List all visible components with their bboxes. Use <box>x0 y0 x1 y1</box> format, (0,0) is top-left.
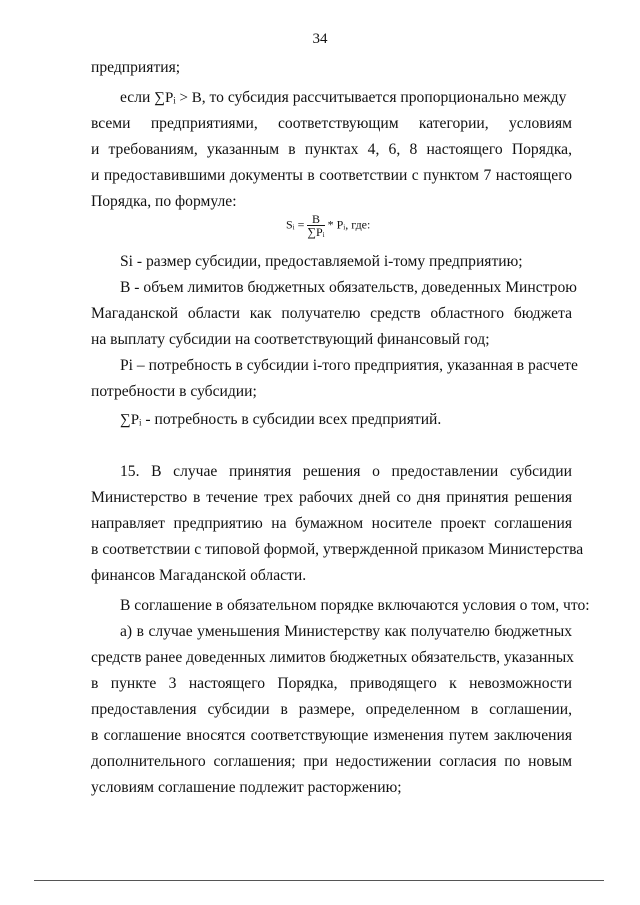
text-fragment: если <box>120 89 151 106</box>
text-line: в соглашение вносятся соответствующие изменения путем заключения <box>91 727 572 744</box>
text-line: средств ранее доведенных лимитов бюджетных обязательств, указанных <box>91 649 574 666</box>
text-line: направляет предприятию на бумажном носителе проект соглашения <box>91 515 572 532</box>
text-line: условиям соглашение подлежит расторжению; <box>91 779 402 796</box>
text-line <box>120 410 572 430</box>
formula-numerator: B <box>307 213 324 226</box>
formula-rhs: * Pᵢ, где: <box>327 217 371 232</box>
text-line: а) в случае уменьшения Министерству как получателю бюджетных <box>120 623 572 640</box>
text-line: Магаданской области как получателю средств областного бюджета <box>91 305 572 322</box>
text-line: B - объем лимитов бюджетных обязательств, доведенных Минстрою <box>120 279 577 296</box>
page-number: 34 <box>312 31 328 47</box>
text-line: 15. В случае принятия решения о предоставлении субсидии <box>120 463 572 480</box>
text-line: и предоставившими документы в соответствии с пунктом 7 настоящего <box>91 167 572 184</box>
sum-condition-formula: ∑Pᵢ > B <box>154 90 202 106</box>
text-line: потребности в субсидии; <box>91 383 257 400</box>
text-line: Pi – потребность в субсидии i-того предприятия, указанная в расчете <box>120 357 578 374</box>
subsidy-formula <box>286 213 370 238</box>
text-line: всеми предприятиями, соответствующим категории, условиям <box>91 115 572 132</box>
text-line: предприятия; <box>91 59 181 76</box>
sum-formula: ∑Pᵢ <box>120 412 142 428</box>
text-line <box>120 88 572 108</box>
text-line: финансов Магаданской области. <box>91 567 307 584</box>
text-line: в пункте 3 настоящего Порядка, приводящего к невозможности <box>91 675 572 692</box>
formula-fraction <box>307 213 324 238</box>
text-line: дополнительного соглашения; при недостижении согласия по новым <box>91 753 572 770</box>
text-fragment: , то субсидия рассчитывается пропорционально между <box>201 89 567 106</box>
text-line: Порядка, по формуле: <box>91 193 237 210</box>
text-line: предоставления субсидии в размере, определенном в соглашении, <box>91 701 572 718</box>
text-line: в соответствии с типовой формой, утвержденной приказом Министерства <box>91 541 584 558</box>
text-line: В соглашение в обязательном порядке включаются условия о том, что: <box>120 597 590 614</box>
formula-lhs: Sᵢ = <box>286 217 305 232</box>
text-line: Si - размер субсидии, предоставляемой i-тому предприятию; <box>120 253 523 270</box>
text-line: Министерство в течение трех рабочих дней со дня принятия решения <box>91 489 572 506</box>
text-line: и требованиям, указанным в пунктах 4, 6, 8 настоящего Порядка, <box>91 141 572 158</box>
text-fragment: - потребность в субсидии всех предприятий. <box>141 411 442 428</box>
scan-edge-divider <box>34 880 604 881</box>
formula-denominator: ∑Pᵢ <box>307 225 325 239</box>
text-line: на выплату субсидии на соответствующий финансовый год; <box>91 331 490 348</box>
